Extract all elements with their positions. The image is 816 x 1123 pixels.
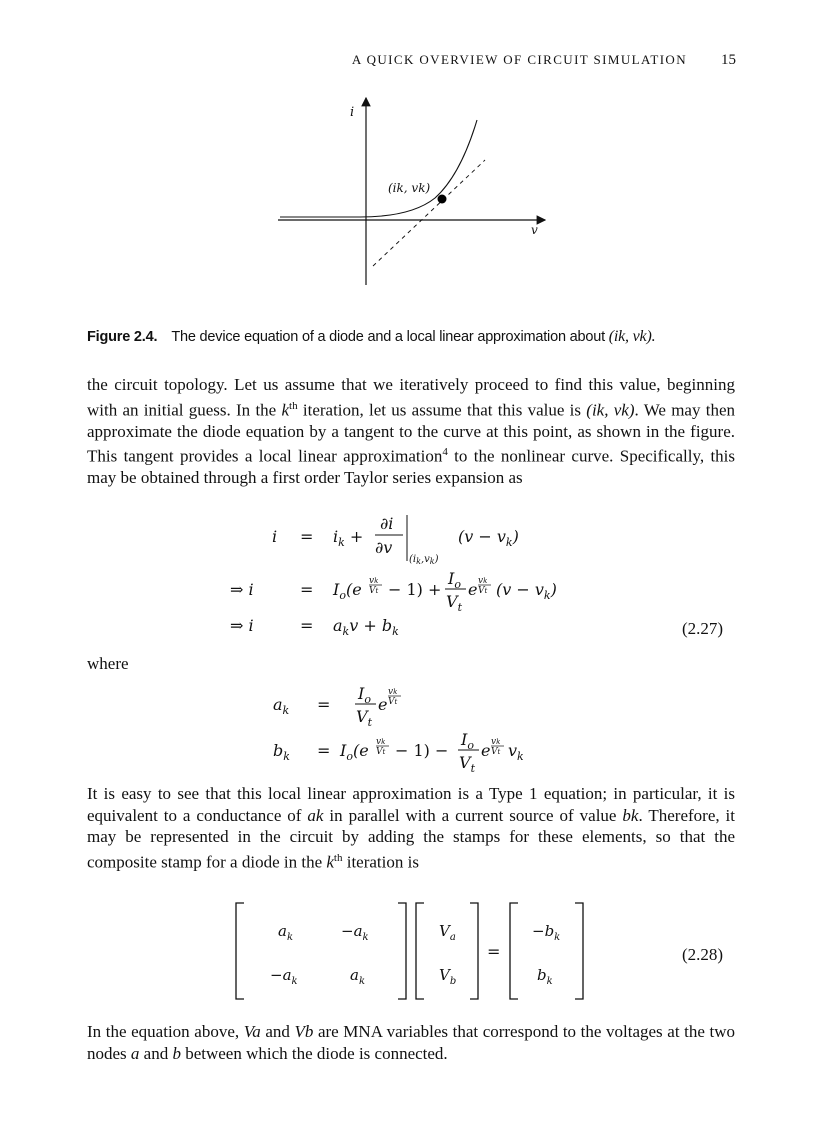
svg-text:− 1) +: − 1) + — [388, 580, 442, 599]
svg-text:vk: vk — [376, 737, 386, 747]
svg-text:⇒ i: ⇒ i — [230, 616, 254, 635]
operating-point — [438, 195, 447, 204]
svg-text:e: e — [481, 741, 491, 760]
svg-text:vk: vk — [478, 576, 488, 586]
svg-text:−ak: $-a_k$ — [341, 922, 369, 943]
svg-text:(v − vk): $(v - v_k)$ — [496, 580, 557, 602]
svg-text:vk: vk — [388, 687, 398, 697]
equation-2-28 — [228, 895, 598, 1007]
svg-text:Vt: $V_t$ — [356, 707, 372, 729]
ak-bk-definitions — [270, 678, 590, 778]
svg-text:Vb: $V_b$ — [439, 966, 457, 987]
k-symbol: k — [281, 400, 290, 420]
svg-text:Vt: Vt — [376, 747, 386, 757]
svg-text:=: = — [300, 616, 314, 635]
svg-text:bk: $b_k$ — [273, 741, 290, 763]
caption-label: Figure 2.4. — [87, 329, 158, 345]
equation-2-27 — [230, 505, 630, 645]
footnote-ref: 4 — [442, 446, 448, 459]
svg-text:vk: $v_k$ — [508, 741, 524, 763]
svg-text:Io: $I_o$ — [358, 684, 371, 706]
svg-text:Io: $I_o$ — [461, 730, 474, 752]
svg-text:∂v: ∂v — [375, 538, 393, 557]
svg-text:Vt: Vt — [388, 697, 398, 707]
caption-text: The device equation of a diode and a local linear approximation about — [171, 329, 605, 345]
svg-text:− 1) −: − 1) − — [395, 741, 449, 760]
diode-curve — [280, 120, 477, 217]
svg-text:Vt: Vt — [369, 586, 379, 596]
svg-text:akv + bk: $a_kv + b_k$ — [333, 616, 399, 638]
svg-text:=: = — [300, 527, 314, 546]
svg-text:Vt: Vt — [491, 747, 501, 757]
bk-inline: bk — [622, 805, 639, 825]
svg-text:−ak: $-a_k$ — [270, 966, 298, 987]
svg-text:Vt: $V_t$ — [446, 592, 462, 614]
i-axis-label: i — [350, 105, 355, 120]
svg-text:⇒ i: ⇒ i — [230, 580, 254, 599]
svg-text:i: i — [272, 527, 278, 546]
paragraph-3: In the equation above, Va and Vb are MNA variables that correspond to the voltages at the two nodes a and b between which the diode is connected. — [87, 1022, 736, 1063]
svg-text:vk: vk — [491, 737, 501, 747]
svg-text:Va: $V_a$ — [439, 922, 456, 943]
svg-text:(v − vk): $(v - v_k)$ — [458, 527, 519, 549]
paragraph-2: It is easy to see that this local linear approximation is a Type 1 equation; in particular, it is equivalent to a conductance of ak in parallel with a current source of value bk. Therefore, it may be represented in the circuit by adding the stamps for these elements, so that the composite stamp for a diode in the $k^{th}$ iteration is — [87, 784, 736, 872]
v-axis-label: v — [531, 223, 538, 237]
svg-text:Io(e: $I_o(e$ — [340, 741, 369, 763]
page-number: 15 — [721, 52, 736, 68]
running-title: A QUICK OVERVIEW OF CIRCUIT SIMULATION — [351, 52, 687, 67]
where-label: where — [87, 654, 129, 673]
svg-text:bk: $b_k$ — [537, 966, 553, 987]
svg-text:−bk: $-b_k$ — [532, 922, 561, 943]
svg-text:ak: $a_k$ — [273, 695, 290, 717]
svg-text:Io: $I_o$ — [448, 569, 461, 591]
diode-figure — [270, 90, 560, 290]
svg-text:=: = — [317, 695, 331, 714]
ak-inline: ak — [307, 805, 324, 825]
tangent-line — [373, 160, 485, 266]
equation-number-2-28: (2.28) — [682, 945, 724, 964]
svg-text:Io(e: $I_o(e$ — [333, 580, 362, 602]
svg-text:ik +: $i_k$ + — [333, 527, 364, 549]
point-label: (ik, vk) — [388, 181, 431, 195]
svg-text:=: = — [317, 741, 331, 760]
inline-math: (ik, vk) — [586, 400, 635, 420]
running-header — [0, 52, 736, 69]
paragraph-1: the circuit topology. Let us assume that we iteratively proceed to find this value, beginning with an initial guess. In the $k^{th}$ iteration, let us assume that this value is (ik, vk). We may then approximate the diode equation by a tangent to the curve at this point, as shown in the figure. This tangent provides a local linear approximation$^4$ to the nonlinear curve. Specifically, this may be obtained through a first order Taylor series expansion as — [87, 375, 736, 488]
svg-text:Vt: Vt — [478, 586, 488, 596]
svg-text:=: = — [300, 580, 314, 599]
svg-text:Vt: $V_t$ — [459, 753, 475, 775]
svg-text:ak: $a_k$ — [278, 922, 294, 943]
equation-number-2-27: (2.27) — [682, 619, 724, 638]
svg-text:e: e — [378, 695, 388, 714]
svg-text:vk: vk — [369, 576, 379, 586]
figure-caption — [87, 328, 767, 346]
svg-text:∂i: ∂i — [380, 514, 394, 533]
svg-text:(ik,vk): $(i_k,v_k)$ — [409, 554, 439, 566]
svg-text:=: = — [487, 942, 501, 961]
caption-math: (ik, vk). — [608, 328, 656, 345]
svg-text:ak: $a_k$ — [350, 966, 366, 987]
svg-text:e: e — [468, 580, 478, 599]
